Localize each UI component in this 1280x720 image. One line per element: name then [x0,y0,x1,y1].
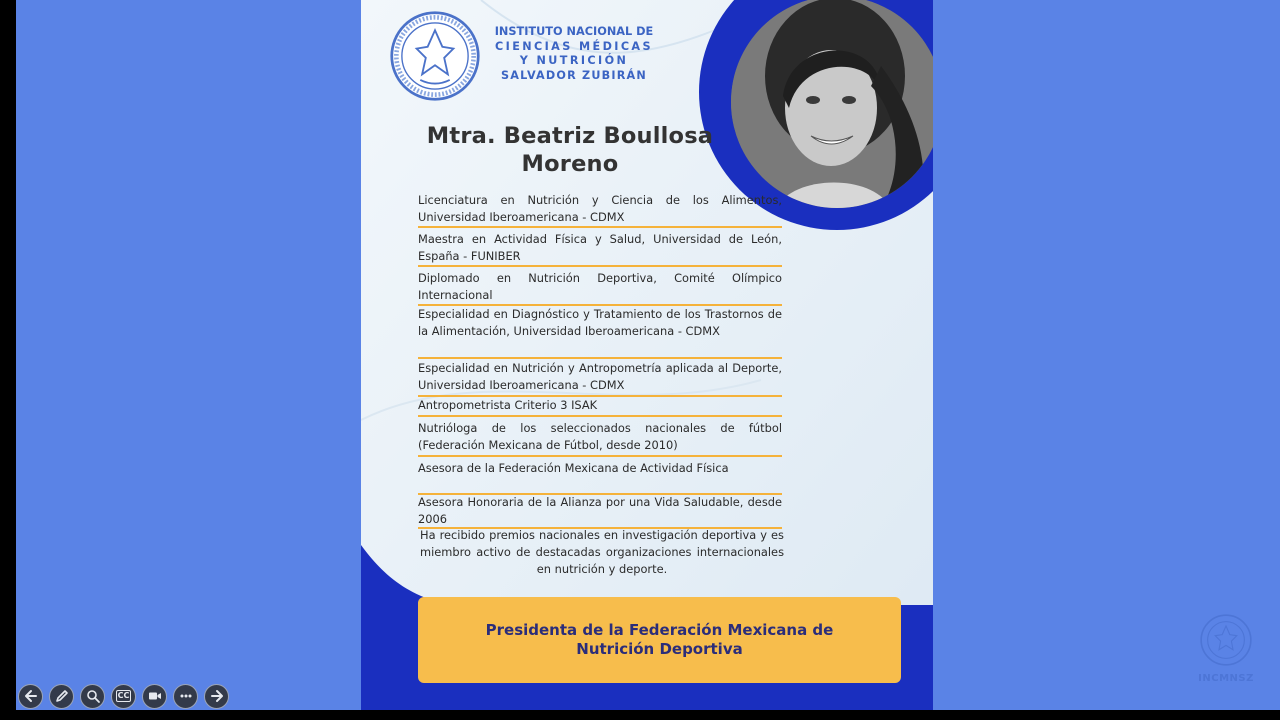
credential-summary: Ha recibido premios nacionales en investigación deportiva y es miembro activo de destacadas organizaciones internacionales en nutrición y deporte. [420,528,784,576]
credential-divider [418,357,782,359]
role-banner-line-2: Nutrición Deportiva [576,640,743,658]
credential-item [418,420,782,454]
institution-line-2: CIENCIAS MÉDICAS [495,39,653,53]
watermark-seal-icon [1199,613,1253,667]
incmnsz-watermark [1198,613,1254,684]
institution-line-3: Y NUTRICIÓN [519,54,629,67]
speaker-name-line-1: Mtra. Beatriz Boullosa [426,123,714,149]
credential-text: Especialidad en Diagnóstico y Tratamiento de los Trastornos de la Alimentación, Universidad Iberoamericana - CDMX [418,307,782,338]
pen-tool-button[interactable] [49,684,74,709]
role-banner [418,597,901,683]
credential-item [418,494,782,528]
cc-icon: CC [117,691,130,700]
credential-text: Asesora de la Federación Mexicana de Actividad Física [418,461,729,475]
credential-text: Nutrióloga de los seleccionados nacionales de fútbol (Federación Mexicana de Fútbol, desde 2010) [418,421,782,452]
slide [361,0,933,710]
institution-line-4: SALVADOR ZUBIRÁN [501,68,647,82]
credential-divider [418,226,782,228]
ellipsis-icon [178,688,194,704]
credential-divider [418,455,782,457]
credential-text: Asesora Honoraria de la Alianza por una Vida Saludable, desde 2006 [418,495,782,526]
more-options-button[interactable] [173,684,198,709]
watermark-text: INCMNSZ [1198,673,1254,684]
pen-icon [54,688,70,704]
credential-item [418,270,782,304]
institution-name [494,25,654,83]
credential-item [418,192,782,226]
camera-button[interactable] [142,684,167,709]
credential-text: Licenciatura en Nutrición y Ciencia de los Alimentos, Universidad Iberoamericana - CDMX [418,193,782,224]
credential-text: Antropometrista Criterio 3 ISAK [418,398,598,412]
presentation-stage [16,0,1280,710]
next-slide-button[interactable] [204,684,229,709]
zoom-button[interactable] [80,684,105,709]
speaker-portrait [731,0,933,208]
credential-divider [418,265,782,267]
credential-text: Especialidad en Nutrición y Antropometría aplicada al Deporte, Universidad Iberoamericana - CDMX [418,361,782,392]
speaker-name-line-2: Moreno [521,151,619,177]
speaker-name [409,122,731,178]
previous-slide-button[interactable] [18,684,43,709]
magnifier-icon [85,688,101,704]
credential-item [418,460,782,477]
credential-text: Diplomado en Nutrición Deportiva, Comité Olímpico Internacional [418,271,782,302]
arrow-left-icon [23,688,39,704]
credential-divider [418,415,782,417]
credential-text: Maestra en Actividad Física y Salud, Universidad de León, España - FUNIBER [418,232,782,263]
credential-item [418,306,782,340]
credential-item [418,397,782,414]
role-banner-line-1: Presidenta de la Federación Mexicana de [485,621,834,639]
presentation-toolbar [18,683,229,709]
institution-seal-icon [389,10,481,102]
credential-item [418,360,782,394]
video-camera-icon [147,688,163,704]
credential-item [418,231,782,265]
captions-button[interactable] [111,684,136,709]
arrow-right-icon [209,688,225,704]
institution-line-1: INSTITUTO NACIONAL DE [494,25,654,38]
